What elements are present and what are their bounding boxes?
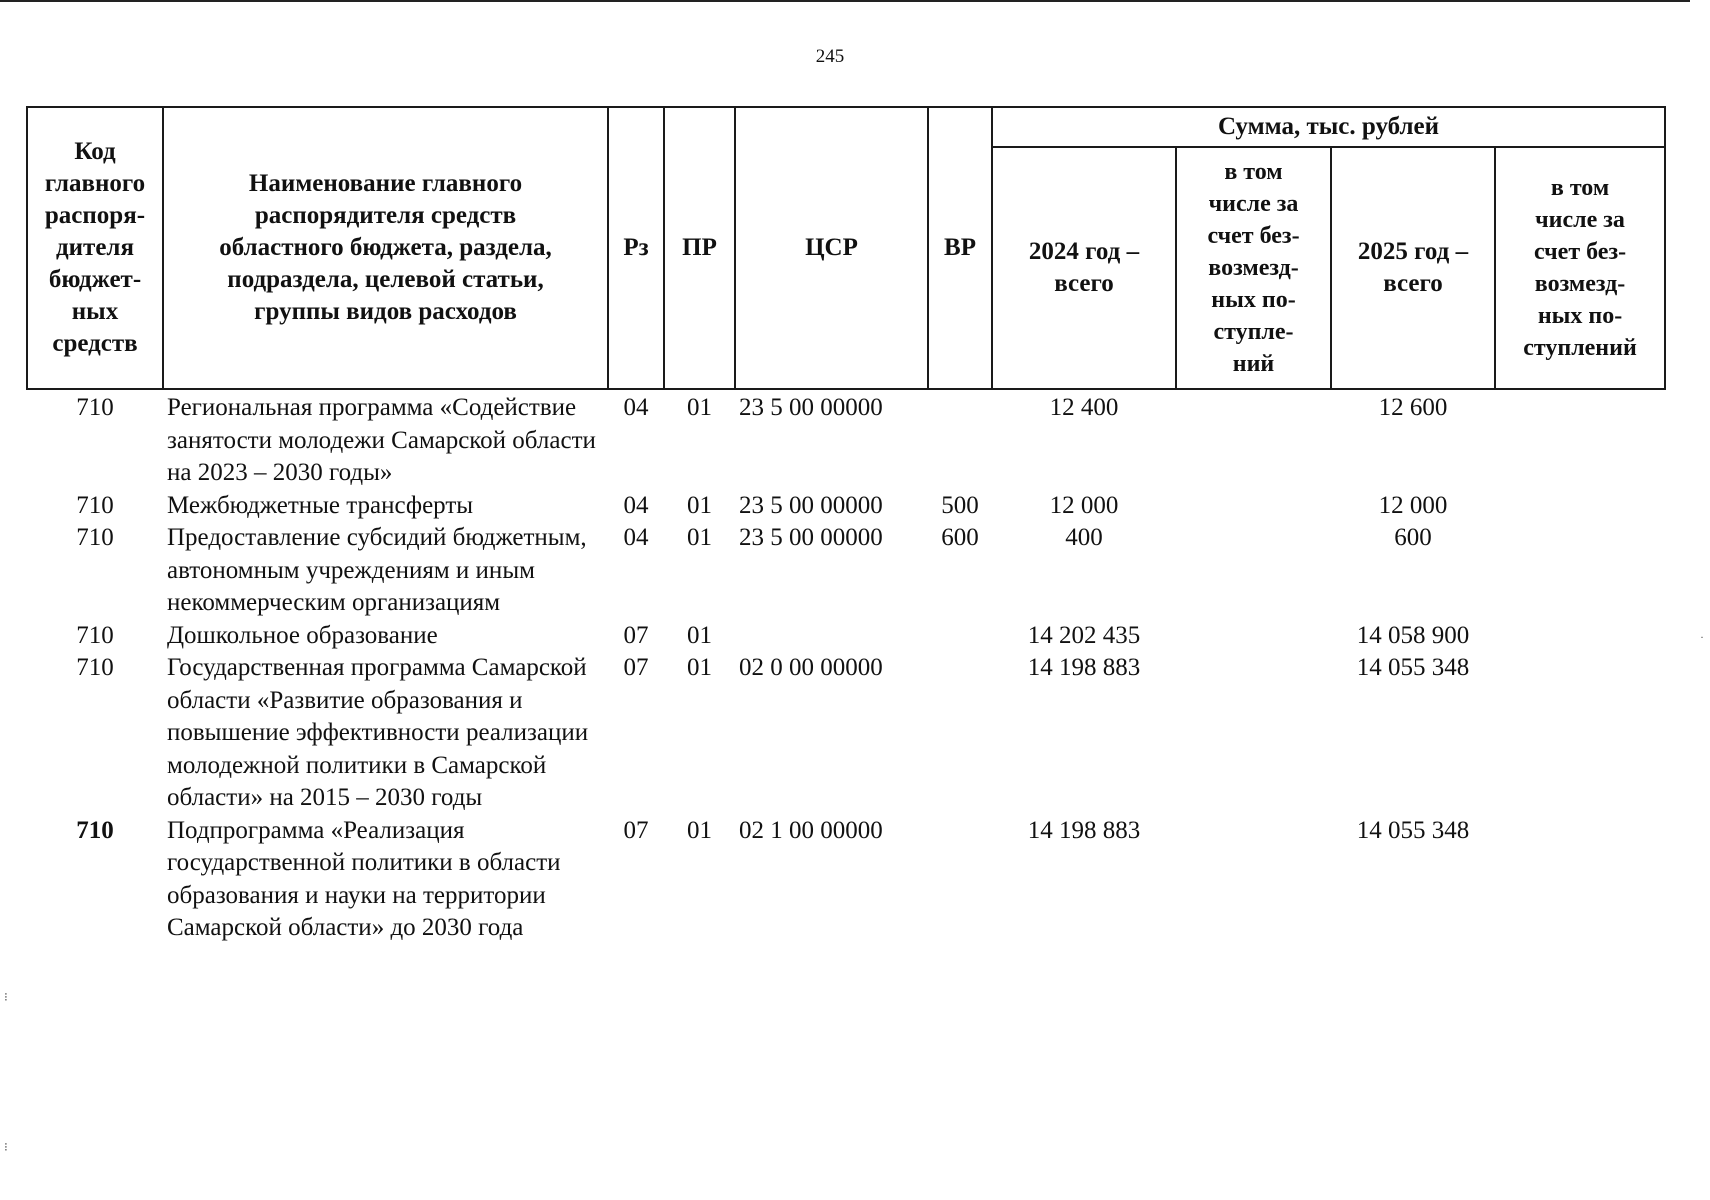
cell-name: Предоставление субсидий бюджетным, автономным учреждениям и иным некоммерческим организациям [167, 524, 587, 616]
table-row [27, 490, 1665, 523]
header-2025-total: 2025 год – всего [1331, 147, 1495, 389]
header-code: Код главного распоря- дителя бюджет- ных средств [27, 107, 163, 389]
header-csr: ЦСР [735, 107, 928, 389]
cell-gratuitous-2025 [1495, 490, 1665, 523]
cell-gratuitous-2025 [1495, 815, 1665, 945]
cell-name: Региональная программа «Содействие занятости молодежи Самарской области на 2023 – 2030 годы» [167, 394, 596, 486]
cell-rz: 07 [623, 654, 649, 681]
cell-csr: 23 5 00 00000 [739, 491, 883, 519]
cell-csr: 23 5 00 00000 [739, 394, 883, 421]
cell-sum-2024: 12 400 [1049, 394, 1119, 421]
cell-pr: 01 [687, 621, 712, 649]
cell-gratuitous-2024 [1176, 620, 1331, 653]
header-vr: ВР [928, 107, 992, 389]
cell-code: 710 [76, 394, 114, 421]
header-name: Наименование главного распорядителя средств областного бюджета, раздела, подраздела, целевой статьи, группы видов расходов [163, 107, 608, 389]
cell-csr: 02 1 00 00000 [739, 816, 883, 844]
page-number: 245 [815, 46, 845, 67]
cell-gratuitous-2025 [1495, 652, 1665, 815]
cell-code: 710 [76, 654, 114, 681]
cell-name: Государственная программа Самарской области «Развитие образования и повышение эффективности реализации молодежной политики в Самарской области» на 2015 – 2030 годы [167, 654, 589, 811]
budget-table [26, 106, 1666, 945]
cell-code: 710 [76, 816, 114, 844]
cell-sum-2025: 14 058 900 [1356, 621, 1470, 649]
cell-rz: 07 [623, 816, 649, 844]
table-body [27, 389, 1665, 945]
header-sum-group: Сумма, тыс. рублей [992, 107, 1665, 147]
cell-pr: 01 [687, 816, 712, 844]
cell-rz: 04 [623, 491, 649, 519]
cell-sum-2024: 14 198 883 [1027, 654, 1141, 681]
cell-code: 710 [76, 524, 114, 551]
header-2024-gratuitous: в том числе за счет без- возмезд- ных по- ступле- ний [1176, 147, 1331, 389]
cell-csr [735, 620, 928, 653]
table-row [27, 815, 1665, 945]
cell-vr [928, 389, 992, 490]
cell-pr: 01 [687, 524, 712, 551]
cell-sum-2025: 12 600 [1378, 394, 1448, 421]
table-row [27, 389, 1665, 490]
cell-gratuitous-2025 [1495, 389, 1665, 490]
cell-gratuitous-2025 [1495, 620, 1665, 653]
scan-border-line [0, 0, 1690, 2]
cell-gratuitous-2024 [1176, 815, 1331, 945]
cell-gratuitous-2024 [1176, 522, 1331, 620]
cell-rz: 04 [623, 394, 649, 421]
cell-sum-2025: 12 000 [1378, 491, 1448, 519]
cell-pr: 01 [687, 394, 712, 421]
cell-sum-2024: 14 198 883 [1027, 816, 1141, 844]
cell-vr: 600 [941, 524, 979, 551]
header-rz: Рз [608, 107, 664, 389]
cell-sum-2024: 12 000 [1049, 491, 1119, 519]
cell-sum-2025: 14 055 348 [1356, 654, 1470, 681]
cell-pr: 01 [687, 654, 712, 681]
cell-rz: 07 [623, 621, 649, 649]
cell-name: Дошкольное образование [167, 621, 438, 649]
header-2024-total: 2024 год – всего [992, 147, 1176, 389]
cell-pr: 01 [687, 491, 712, 519]
cell-csr: 23 5 00 00000 [739, 524, 883, 551]
cell-sum-2024: 400 [1065, 524, 1103, 551]
header-pr: ПР [664, 107, 735, 389]
cell-gratuitous-2025 [1495, 522, 1665, 620]
cell-vr [928, 815, 992, 945]
scan-speck: ⁝ [4, 1140, 8, 1154]
cell-sum-2024: 14 202 435 [1027, 621, 1141, 649]
table-row [27, 652, 1665, 815]
cell-csr: 02 0 00 00000 [739, 654, 883, 681]
cell-vr [928, 620, 992, 653]
cell-gratuitous-2024 [1176, 490, 1331, 523]
cell-name: Межбюджетные трансферты [167, 491, 474, 519]
cell-code: 710 [76, 621, 114, 649]
cell-name: Подпрограмма «Реализация государственной политики в области образования и науки на территории Самарской области» до 2030 года [167, 816, 561, 941]
header-2025-gratuitous: в том числе за счет без- возмезд- ных по- ступлений [1495, 147, 1665, 389]
cell-gratuitous-2024 [1176, 652, 1331, 815]
scan-speck: · [1700, 630, 1704, 644]
cell-vr [928, 652, 992, 815]
cell-sum-2025: 600 [1394, 524, 1432, 551]
scan-speck: ⁝ [4, 990, 8, 1004]
cell-rz: 04 [623, 524, 649, 551]
table-row [27, 620, 1665, 653]
cell-vr: 500 [941, 491, 979, 519]
table-row [27, 522, 1665, 620]
cell-gratuitous-2024 [1176, 389, 1331, 490]
table-header [27, 107, 1665, 389]
cell-sum-2025: 14 055 348 [1356, 816, 1470, 844]
cell-code: 710 [76, 491, 114, 519]
